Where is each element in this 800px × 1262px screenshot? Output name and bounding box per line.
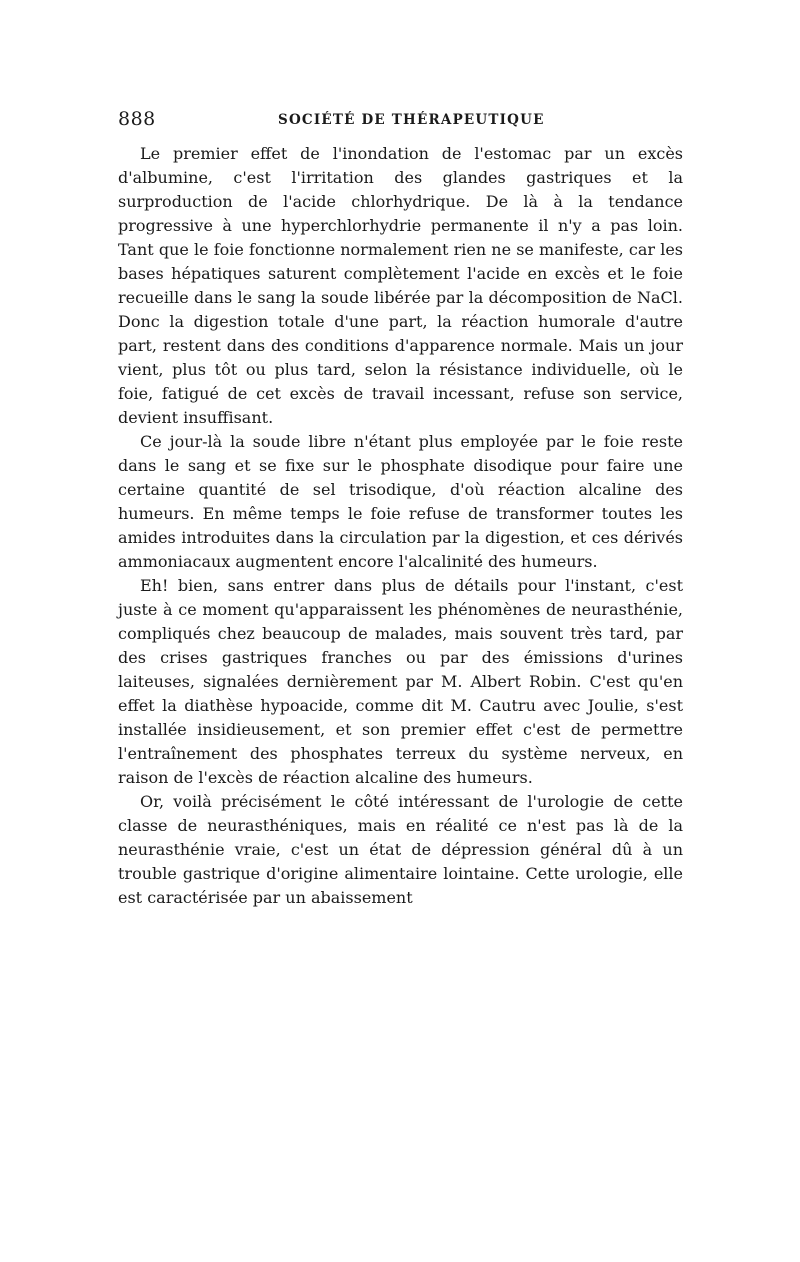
paragraph-2: Ce jour-là la soude libre n'étant plus employée par le foie reste dans le sang et se fixe sur le phosphate disodique pour faire une certaine quantité de sel trisodique, d'où réaction alcaline des humeurs. En même temps le foie refuse de transformer toutes les amides introduites dans la circulation par la digestion, et ces dérivés ammoniacaux augmentent encore l'alcalinité des humeurs. [118, 432, 683, 571]
running-title: SOCIÉTÉ DE THÉRAPEUTIQUE [278, 112, 545, 128]
paragraph-4: Or, voilà précisément le côté intéressant de l'urologie de cette classe de neurasthéniques, mais en réalité ce n'est pas là de la neurasthénie vraie, c'est un état de dépression général dû à un trouble gastrique d'origine alimentaire lointaine. Cette urologie, elle est caractérisée par un abaissement [118, 792, 683, 907]
body-text [118, 142, 683, 910]
paragraph-3: Eh! bien, sans entrer dans plus de détails pour l'instant, c'est juste à ce moment qu'apparaissent les phénomènes de neurasthénie, compliqués chez beaucoup de malades, mais souvent très tard, par des crises gastriques franches ou par des émissions d'urines laiteuses, signalées dernièrement par M. Albert Robin. C'est qu'en effet la diathèse hypoacide, comme dit M. Cautru avec Joulie, s'est installée insidieusement, et son premier effet c'est de permettre l'entraînement des phosphates terreux du système nerveux, en raison de l'excès de réaction alcaline des humeurs. [118, 576, 683, 787]
running-head [118, 108, 683, 142]
page-number: 888 [118, 108, 156, 130]
paragraph-1: Le premier effet de l'inondation de l'estomac par un excès d'albumine, c'est l'irritation des glandes gastriques et la surproduction de l'acide chlorhydrique. De là à la tendance progressive à une hyperchlorhydrie permanente il n'y a pas loin. Tant que le foie fonctionne normalement rien ne se manifeste, car les bases hépatiques saturent complètement l'acide en excès et le foie recueille dans le sang la soude libérée par la décomposition de NaCl. Donc la digestion totale d'une part, la réaction humorale d'autre part, restent dans des conditions d'apparence normale. Mais un jour vient, plus tôt ou plus tard, selon la résistance individuelle, où le foie, fatigué de cet excès de travail incessant, refuse son service, devient insuffisant. [118, 144, 683, 427]
book-page [118, 108, 683, 910]
